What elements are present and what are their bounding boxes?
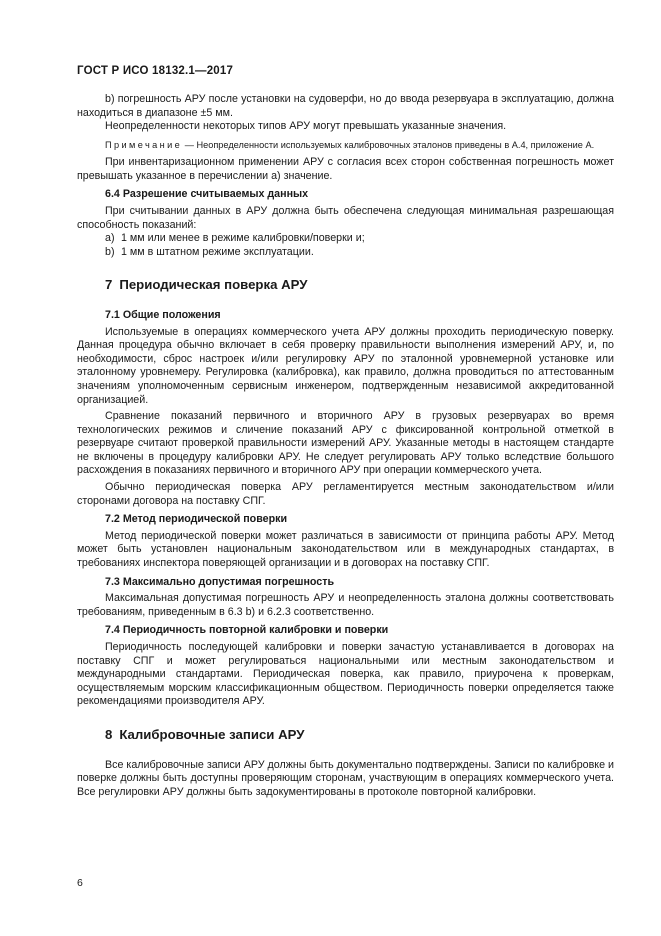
subsection-heading-7-2: 7.2 Метод периодической поверки bbox=[105, 513, 288, 526]
paragraph-7-4: Периодичность последующей калибровки и поверки зачастую устанавливается в договорах на поставку СПГ и может регулироваться национальными или местным законодательством и международными стандартами. Периодическая поверка, как правило, приурочена к проверкам, осуществляемым морским классификационным обществом. Периодичность поверки определяется также рекомендациями производителя АРУ. bbox=[77, 641, 614, 708]
list-item-b: b) погрешность АРУ после установки на судоверфи, но до ввода резервуара в эксплуатацию, должна находиться в диапазоне ±5 мм. bbox=[77, 93, 614, 119]
list-marker: а) bbox=[105, 232, 115, 245]
list-text: 1 мм в штатном режиме эксплуатации. bbox=[121, 245, 314, 258]
paragraph-7-2: Метод периодической поверки может различаться в зависимости от принципа работы АРУ. Метод может быть установлен национальным законодательством или в международных стандартах, в требованиях инспектора поверяющей организации и в договорах на поставку СПГ. bbox=[77, 529, 614, 570]
list-marker: b) bbox=[105, 245, 115, 258]
paragraph-uncertainty: Неопределенности некоторых типов АРУ могут превышать указанные значения. bbox=[105, 120, 507, 133]
section-number: 7 bbox=[105, 277, 113, 293]
section-title: Калибровочные записи АРУ bbox=[119, 726, 305, 742]
note-label: Примечание bbox=[105, 139, 183, 150]
note bbox=[77, 139, 614, 151]
subsection-heading-7-4: 7.4 Периодичность повторной калибровки и поверки bbox=[105, 624, 389, 637]
paragraph-7-1-a: Используемые в операциях коммерческого учета АРУ должны проходить периодическую поверку. Данная процедура обычно включает в себя проверку правильности выполнения измерений АРУ, и, по необходимости, сброс настроек и/или регулировку АРУ по эталонной уровнемерной установке или эталонному уровнемеру. Регулировка (калибровка), как правило, должна проводиться по аттестованным значениям уполномоченным сервисным инженером, подтвержденным независимой аккредитованной организацией. bbox=[77, 325, 614, 406]
page-number: 6 bbox=[77, 877, 83, 889]
subsection-heading-7-3: 7.3 Максимально допустимая погрешность bbox=[105, 575, 335, 588]
running-header: ГОСТ Р ИСО 18132.1—2017 bbox=[77, 65, 234, 77]
section-number: 8 bbox=[105, 726, 113, 742]
paragraph-7-3: Максимальная допустимая погрешность АРУ и неопределенность эталона должны соответствовать требованиям, приведенным в 6.3 b) и 6.2.3 соответственно. bbox=[77, 592, 614, 618]
section-heading-8 bbox=[77, 728, 614, 742]
subsection-heading-7-1: 7.1 Общие положения bbox=[105, 308, 221, 321]
section-title: Периодическая поверка АРУ bbox=[119, 277, 308, 293]
list-item bbox=[77, 232, 614, 246]
paragraph-8: Все калибровочные записи АРУ должны быть документально подтверждены. Записи по калибровке и поверке должны быть доступны проверяющим сторонам, участвующим в операциях коммерческого учета. Все регулировки АРУ должны быть задокументированы в протоколе повторной калибровки. bbox=[77, 758, 614, 798]
paragraph-7-1-b: Сравнение показаний первичного и вторичного АРУ в грузовых резервуарах во время технологических режимов и сличение показаний АРУ с фиксированной контрольной отметкой в резервуаре считают проверкой правильности измерений АРУ. Указанные методы в настоящем стандарте не включены в процедуру калибровки АРУ. Не следует регулировать АРУ только вследствие большого расхождения в показаниях первичного и вторичного АРУ при операции коммерческого учета. bbox=[77, 410, 614, 477]
paragraph-inventory: При инвентаризационном применении АРУ с согласия всех сторон собственная погрешность может превышать указанное в перечислении а) значение. bbox=[77, 156, 614, 182]
paragraph-7-1-c: Обычно периодическая поверка АРУ регламентируется местным законодательством и/или сторонами договора на поставку СПГ. bbox=[77, 481, 614, 507]
list-text: 1 мм или менее в режиме калибровки/поверки и; bbox=[121, 232, 365, 245]
paragraph-6-4: При считывании данных в АРУ должна быть обеспечена следующая минимальная разрешающая способность показаний: bbox=[77, 204, 614, 231]
list-item bbox=[77, 246, 614, 260]
subsection-heading-6-4: 6.4 Разрешение считываемых данных bbox=[105, 188, 309, 201]
page-content bbox=[77, 93, 614, 799]
note-text: — Неопределенности используемых калибровочных эталонов приведены в А.4, приложение А. bbox=[182, 139, 595, 150]
section-heading-7 bbox=[77, 278, 614, 292]
